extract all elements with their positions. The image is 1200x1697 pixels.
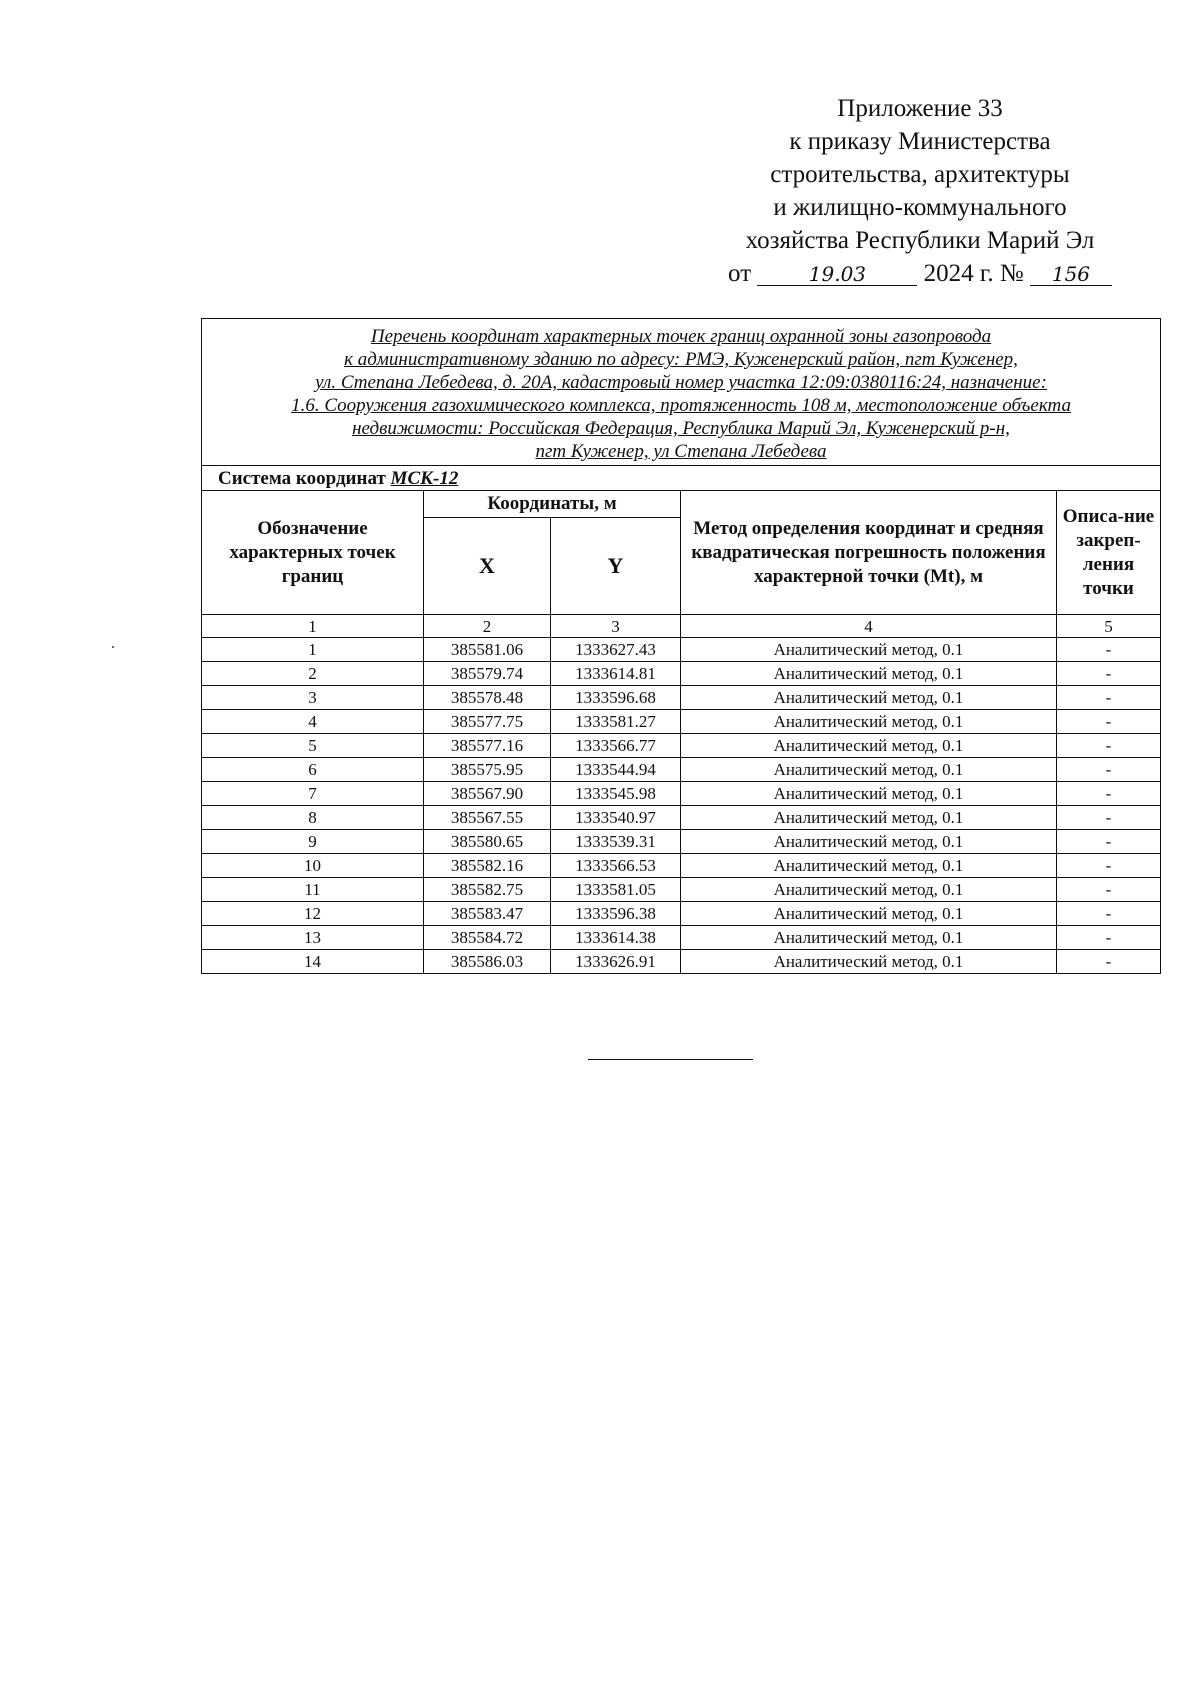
y-cell: 1333596.38 — [551, 902, 681, 926]
appendix-line: к приказу Министерства — [789, 128, 1051, 155]
description-cell: - — [1057, 878, 1161, 902]
method-cell: Аналитический метод, 0.1 — [681, 734, 1057, 758]
title-line: 1.6. Сооружения газохимического комплекса, протяженность 108 м, местоположение объекта — [291, 395, 1071, 416]
header-description: Описа-ние закреп-ления точки — [1057, 491, 1161, 615]
column-number: 5 — [1057, 615, 1161, 638]
x-cell: 385577.16 — [424, 734, 551, 758]
y-cell: 1333545.98 — [551, 782, 681, 806]
column-number: 3 — [551, 615, 681, 638]
table-row — [202, 950, 1161, 974]
point-cell: 12 — [202, 902, 424, 926]
header-x: X — [424, 518, 551, 615]
table-row — [202, 902, 1161, 926]
description-cell: - — [1057, 902, 1161, 926]
description-cell: - — [1057, 854, 1161, 878]
description-cell: - — [1057, 662, 1161, 686]
order-number-handwritten: 156 — [1030, 263, 1112, 286]
x-cell: 385579.74 — [424, 662, 551, 686]
table-row — [202, 686, 1161, 710]
description-cell: - — [1057, 782, 1161, 806]
appendix-line: Приложение 33 — [837, 95, 1003, 122]
method-cell: Аналитический метод, 0.1 — [681, 782, 1057, 806]
point-cell: 8 — [202, 806, 424, 830]
description-cell: - — [1057, 758, 1161, 782]
scan-speck — [112, 646, 114, 648]
point-cell: 4 — [202, 710, 424, 734]
table-title — [202, 319, 1161, 466]
description-cell: - — [1057, 710, 1161, 734]
point-cell: 2 — [202, 662, 424, 686]
title-line: ул. Степана Лебедева, д. 20А, кадастровый номер участка 12:09:0380116:24, назначение: — [315, 372, 1047, 393]
table-title-row — [202, 319, 1161, 466]
date-handwritten: 19.03 — [757, 263, 917, 286]
y-cell: 1333627.43 — [551, 638, 681, 662]
header-coordinates: Координаты, м — [424, 491, 681, 518]
date-prefix: от — [728, 260, 752, 287]
header-designation: Обозначение характерных точек границ — [202, 491, 424, 615]
y-cell: 1333566.53 — [551, 854, 681, 878]
coordinate-system-value: МСК-12 — [390, 467, 459, 489]
coordinate-system-row — [202, 466, 1161, 491]
table-row — [202, 806, 1161, 830]
point-cell: 3 — [202, 686, 424, 710]
appendix-date-line — [700, 257, 1140, 290]
x-cell: 385577.75 — [424, 710, 551, 734]
x-cell: 385580.65 — [424, 830, 551, 854]
x-cell: 385581.06 — [424, 638, 551, 662]
description-cell: - — [1057, 950, 1161, 974]
description-cell: - — [1057, 926, 1161, 950]
header-method: Метод определения координат и средняя квадратическая погрешность положения характерной точки (Mt), м — [681, 491, 1057, 615]
title-line: Перечень координат характерных точек границ охранной зоны газопровода — [370, 326, 992, 347]
method-cell: Аналитический метод, 0.1 — [681, 878, 1057, 902]
method-cell: Аналитический метод, 0.1 — [681, 926, 1057, 950]
description-cell: - — [1057, 830, 1161, 854]
y-cell: 1333581.05 — [551, 878, 681, 902]
appendix-line: строительства, архитектуры — [770, 161, 1070, 188]
point-cell: 9 — [202, 830, 424, 854]
table-row — [202, 878, 1161, 902]
x-cell: 385583.47 — [424, 902, 551, 926]
method-cell: Аналитический метод, 0.1 — [681, 662, 1057, 686]
y-cell: 1333539.31 — [551, 830, 681, 854]
column-number-row — [202, 615, 1161, 638]
coordinate-system — [202, 466, 1161, 491]
point-cell: 6 — [202, 758, 424, 782]
description-cell: - — [1057, 686, 1161, 710]
description-cell: - — [1057, 734, 1161, 758]
column-number: 1 — [202, 615, 424, 638]
coordinate-system-label: Система координат — [218, 467, 386, 489]
appendix-header — [700, 92, 1140, 290]
method-cell: Аналитический метод, 0.1 — [681, 638, 1057, 662]
point-cell: 7 — [202, 782, 424, 806]
method-cell: Аналитический метод, 0.1 — [681, 758, 1057, 782]
x-cell: 385586.03 — [424, 950, 551, 974]
title-line: к административному зданию по адресу: РМЭ, Куженерский район, пгт Куженер, — [344, 349, 1018, 370]
description-cell: - — [1057, 806, 1161, 830]
table-row — [202, 854, 1161, 878]
coordinates-table — [201, 318, 1161, 974]
table-row — [202, 782, 1161, 806]
y-cell: 1333614.38 — [551, 926, 681, 950]
year-number-label: 2024 г. № — [923, 260, 1024, 287]
title-line: пгт Куженер, ул Степана Лебедева — [535, 441, 827, 462]
x-cell: 385578.48 — [424, 686, 551, 710]
point-cell: 5 — [202, 734, 424, 758]
x-cell: 385582.16 — [424, 854, 551, 878]
x-cell: 385584.72 — [424, 926, 551, 950]
table-row — [202, 758, 1161, 782]
table-row — [202, 734, 1161, 758]
method-cell: Аналитический метод, 0.1 — [681, 902, 1057, 926]
y-cell: 1333566.77 — [551, 734, 681, 758]
table-row — [202, 926, 1161, 950]
table-row — [202, 710, 1161, 734]
y-cell: 1333614.81 — [551, 662, 681, 686]
y-cell: 1333540.97 — [551, 806, 681, 830]
point-cell: 1 — [202, 638, 424, 662]
x-cell: 385582.75 — [424, 878, 551, 902]
y-cell: 1333544.94 — [551, 758, 681, 782]
column-number: 2 — [424, 615, 551, 638]
table-row — [202, 638, 1161, 662]
method-cell: Аналитический метод, 0.1 — [681, 686, 1057, 710]
column-number: 4 — [681, 615, 1057, 638]
point-cell: 14 — [202, 950, 424, 974]
method-cell: Аналитический метод, 0.1 — [681, 806, 1057, 830]
y-cell: 1333596.68 — [551, 686, 681, 710]
end-divider — [588, 1059, 753, 1060]
point-cell: 10 — [202, 854, 424, 878]
method-cell: Аналитический метод, 0.1 — [681, 950, 1057, 974]
x-cell: 385567.55 — [424, 806, 551, 830]
table-row — [202, 830, 1161, 854]
x-cell: 385575.95 — [424, 758, 551, 782]
y-cell: 1333581.27 — [551, 710, 681, 734]
x-cell: 385567.90 — [424, 782, 551, 806]
header-y: Y — [551, 518, 681, 615]
point-cell: 11 — [202, 878, 424, 902]
description-cell: - — [1057, 638, 1161, 662]
table-row — [202, 662, 1161, 686]
method-cell: Аналитический метод, 0.1 — [681, 854, 1057, 878]
title-line: недвижимости: Российская Федерация, Республика Марий Эл, Куженерский р-н, — [352, 418, 1010, 439]
method-cell: Аналитический метод, 0.1 — [681, 830, 1057, 854]
appendix-line: и жилищно-коммунального — [773, 194, 1067, 221]
method-cell: Аналитический метод, 0.1 — [681, 710, 1057, 734]
point-cell: 13 — [202, 926, 424, 950]
y-cell: 1333626.91 — [551, 950, 681, 974]
header-row — [202, 491, 1161, 518]
appendix-line: хозяйства Республики Марий Эл — [745, 227, 1095, 254]
